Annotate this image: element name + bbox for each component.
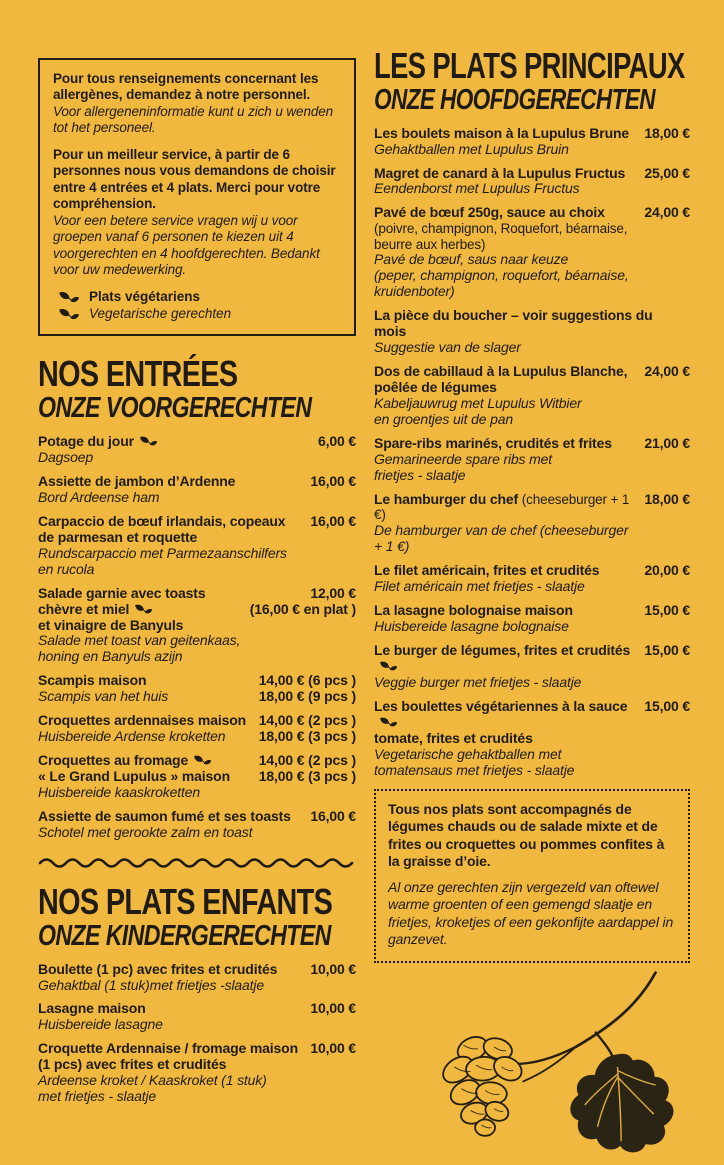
item-name-fr: Pavé de bœuf 250g, sauce au choix [374, 204, 605, 221]
section-title-nl: ONZE KINDERGERECHTEN [38, 919, 331, 952]
item-name-nl: en groentjes uit de pan [374, 410, 513, 427]
service-note-fr: Pour un meilleur service, à partir de 6 personnes nous vous demandons de choisir entre 4 entrées et 4 plats. Merci pour votre compréhension. [53, 146, 336, 212]
item-name-fr: Carpaccio de bœuf irlandais, copeaux [38, 512, 286, 529]
item-name-fr: Boulette (1 pc) avec frites et crudités [38, 960, 278, 977]
item-name-nl: Huisbereide lasagne [38, 1016, 163, 1033]
hop-illustration [374, 967, 690, 1165]
sides-note-fr: Tous nos plats sont accompagnés de légumes chauds ou de salade mixte et de frites ou croquettes ou pommes confites à la graisse d’oie. [388, 800, 665, 870]
menu-item [374, 699, 690, 779]
menu-item [38, 1001, 356, 1033]
item-name-fr: Les boulets maison à la Lupulus Brune [374, 124, 630, 141]
item-name-nl: met frietjes - slaatje [38, 1088, 157, 1105]
leaf-icon [58, 290, 80, 304]
item-price: 18,00 € [644, 124, 690, 141]
item-price: 24,00 € [644, 204, 690, 221]
item-name-nl: Salade met toast van geitenkaas, [38, 632, 241, 649]
item-name-nl: Bord Ardeense ham [38, 488, 160, 505]
item-name-nl: Ardeense kroket / Kaaskroket (1 stuk) [38, 1072, 267, 1089]
item-name-fr: Le filet américain, frites et crudités [374, 562, 600, 579]
item-name-fr: poêlée de légumes [374, 378, 497, 395]
item-name-nl: Rundscarpaccio met Parmezaanschilfers [38, 544, 287, 561]
leaf-icon [139, 435, 158, 447]
item-price: 20,00 € [644, 562, 690, 579]
item-price: 15,00 € [644, 698, 690, 714]
item-price: 24,00 € [644, 362, 690, 379]
menu-item [374, 364, 690, 428]
right-column [374, 45, 690, 1165]
menu-item [38, 1041, 356, 1105]
item-name-fr: La lasagne bolognaise maison [374, 602, 573, 619]
menu-item [374, 492, 690, 556]
item-name-nl: Gehaktballen met Lupulus Bruin [374, 140, 569, 157]
item-name-fr: Salade garnie avec toasts chèvre et miel [38, 584, 206, 617]
item-price: 16,00 € [310, 472, 356, 489]
item-name-nl: Suggestie van de slager [374, 338, 521, 355]
item-price: 16,00 € [310, 808, 356, 825]
item-name-nl: Dagsoep [38, 448, 93, 465]
menu-item [38, 514, 356, 578]
item-price: 18,00 € [644, 490, 690, 507]
allergen-note-fr: Pour tous renseignements concernant les allergènes, demandez à notre personnel. [53, 71, 319, 103]
item-name-nl: Veggie burger met frietjes - slaatje [374, 674, 582, 691]
section-principaux-heading [374, 45, 690, 117]
item-name-nl: Scampis van het huis [38, 688, 169, 705]
item-name-nl: Gehaktbal (1 stuk)met frietjes -slaatje [38, 976, 265, 993]
left-column [38, 58, 356, 1113]
item-name-fr: Lasagne maison [38, 1000, 146, 1017]
item-name-fr: Croquettes au fromage [38, 753, 253, 769]
item-name-fr: Croquettes ardennaises maison [38, 712, 247, 729]
service-note-nl: Voor een betere service vragen wij u voor groepen vanaf 6 personen te kiezen uit 4 voorgerechten en 4 hoofdgerechten. Bedankt voor uw medewerking. [53, 212, 320, 278]
item-price: 25,00 € [644, 164, 690, 181]
menu-item [38, 713, 356, 745]
vegetarian-label-nl: Vegetarische gerechten [89, 305, 232, 321]
principaux-list [374, 126, 690, 779]
section-title-nl: ONZE HOOFDGERECHTEN [374, 83, 655, 116]
section-title-fr: NOS ENTRÉES [38, 353, 238, 395]
wavy-divider [38, 854, 356, 873]
item-price: 15,00 € [644, 602, 690, 619]
section-enfants-heading [38, 880, 356, 953]
item-name-fr: Dos de cabillaud à la Lupulus Blanche, [374, 362, 628, 379]
item-name-fr: (1 pcs) avec frites et crudités [38, 1056, 227, 1073]
menu-item [38, 673, 356, 705]
item-price: 14,00 € (2 pcs ) 18,00 € (3 pcs ) [258, 752, 356, 785]
menu-item [374, 603, 690, 635]
menu-item [38, 753, 356, 801]
item-name-fr: tomate, frites et crudités [374, 729, 533, 746]
item-name-nl: Huisbereide kaaskroketten [38, 784, 201, 801]
item-name-nl: Huisbereide Ardense kroketten [38, 728, 226, 745]
menu-item [38, 586, 356, 666]
vegetarian-label-fr: Plats végétariens [89, 288, 201, 304]
leaf-icon [58, 307, 80, 321]
item-name-nl: Eendenborst met Lupulus Fructus [374, 180, 580, 197]
section-title-fr: NOS PLATS ENFANTS [38, 880, 333, 922]
vegetarian-legend [53, 289, 341, 323]
item-name-fr: Potage du jour [38, 434, 312, 450]
item-name-nl: Vegetarische gehaktballen met [374, 745, 562, 762]
leaf-icon [193, 754, 212, 766]
item-name-nl: Gemarineerde spare ribs met [374, 450, 553, 467]
item-price: 15,00 € [644, 642, 690, 659]
item-name-nl: De hamburger van de chef (cheeseburger + 1 €) [374, 522, 629, 555]
item-detail: beurre aux herbes) [374, 236, 486, 252]
menu-item [38, 434, 356, 466]
leaf-icon [134, 603, 153, 615]
menu-item [374, 563, 690, 595]
menu-item [374, 436, 690, 484]
item-name-nl: Huisbereide lasagne bolognaise [374, 618, 569, 635]
menu-item [374, 205, 690, 300]
menu-item [38, 809, 356, 841]
item-detail: (poivre, champignon, Roquefort, béarnaise, [374, 221, 628, 237]
item-price: 6,00 € [317, 432, 356, 449]
leaf-icon [379, 660, 398, 672]
item-name-fr: de parmesan et roquette [38, 528, 198, 545]
allergen-note-nl: Voor allergeneninformatie kunt u zich u wenden tot het personeel. [53, 103, 334, 136]
menu-item [38, 474, 356, 506]
item-price: 12,00 € (16,00 € en plat ) [249, 584, 356, 617]
item-name-fr: Le burger de légumes, frites et crudités [374, 643, 638, 675]
item-price: 10,00 € [310, 1000, 356, 1017]
item-name-fr: « Le Grand Lupulus » maison [38, 768, 230, 785]
menu-item [38, 962, 356, 994]
sides-note-nl: Al onze gerechten zijn vergezeld van oftewel warme groenten of een gemengd slaatje en frietjes, kroketjes of een gekonfijte aardappel in ganzevet. [388, 878, 674, 948]
section-title-nl: ONZE VOORGERECHTEN [38, 392, 312, 425]
item-name-nl: Kabeljauwrug met Lupulus Witbier [374, 394, 582, 411]
item-price: 21,00 € [644, 434, 690, 451]
item-name-fr: Les boulettes végétariennes à la sauce [374, 699, 638, 731]
item-name-nl: frietjes - slaatje [374, 466, 466, 483]
item-name-fr: Magret de canard à la Lupulus Fructus [374, 164, 626, 181]
item-name-fr: Assiette de jambon d’Ardenne [38, 472, 236, 489]
item-name-fr: Croquette Ardennaise / fromage maison [38, 1040, 298, 1057]
item-name-nl: Pavé de bœuf, saus naar keuze [374, 251, 569, 268]
item-name-fr: Assiette de saumon fumé et ses toasts [38, 808, 291, 825]
item-name-nl: (peper, champignon, roquefort, béarnaise, kruidenboter) [374, 267, 629, 300]
item-price: 14,00 € (2 pcs ) 18,00 € (3 pcs ) [258, 712, 356, 745]
leaf-icon [379, 716, 398, 728]
menu-item [374, 126, 690, 158]
info-box [38, 58, 356, 336]
item-name-fr: et vinaigre de Banyuls [38, 616, 184, 633]
sides-note-box [374, 789, 690, 963]
item-name-nl: Filet américain met frietjes - slaatje [374, 578, 585, 595]
item-name-fr: Le hamburger du chef (cheeseburger + 1 €) [374, 490, 630, 523]
menu-item [374, 643, 690, 691]
item-price: 16,00 € [310, 512, 356, 529]
menu-item [374, 308, 690, 356]
item-name-fr: Spare-ribs marinés, crudités et frites [374, 434, 612, 451]
item-name-fr: Scampis maison [38, 672, 147, 689]
entrees-list [38, 434, 356, 841]
item-price: 10,00 € [310, 960, 356, 977]
item-name-nl: tomatensaus met frietjes - slaatje [374, 761, 575, 778]
item-name-nl: Schotel met gerookte zalm en toast [38, 824, 253, 840]
item-price: 10,00 € [310, 1040, 356, 1057]
enfants-list [38, 962, 356, 1106]
section-entrees-heading [38, 353, 356, 425]
section-title-fr: LES PLATS PRINCIPAUX [374, 45, 685, 86]
item-note: (cheeseburger + 1 €) [374, 491, 630, 523]
item-name-nl: en rucola [38, 560, 95, 577]
menu-item [374, 166, 690, 198]
item-price: 14,00 € (6 pcs ) 18,00 € (9 pcs ) [258, 672, 356, 705]
item-name-nl: honing en Banyuls azijn [38, 648, 183, 665]
item-name-fr: La pièce du boucher – voir suggestions du mois [374, 306, 653, 339]
